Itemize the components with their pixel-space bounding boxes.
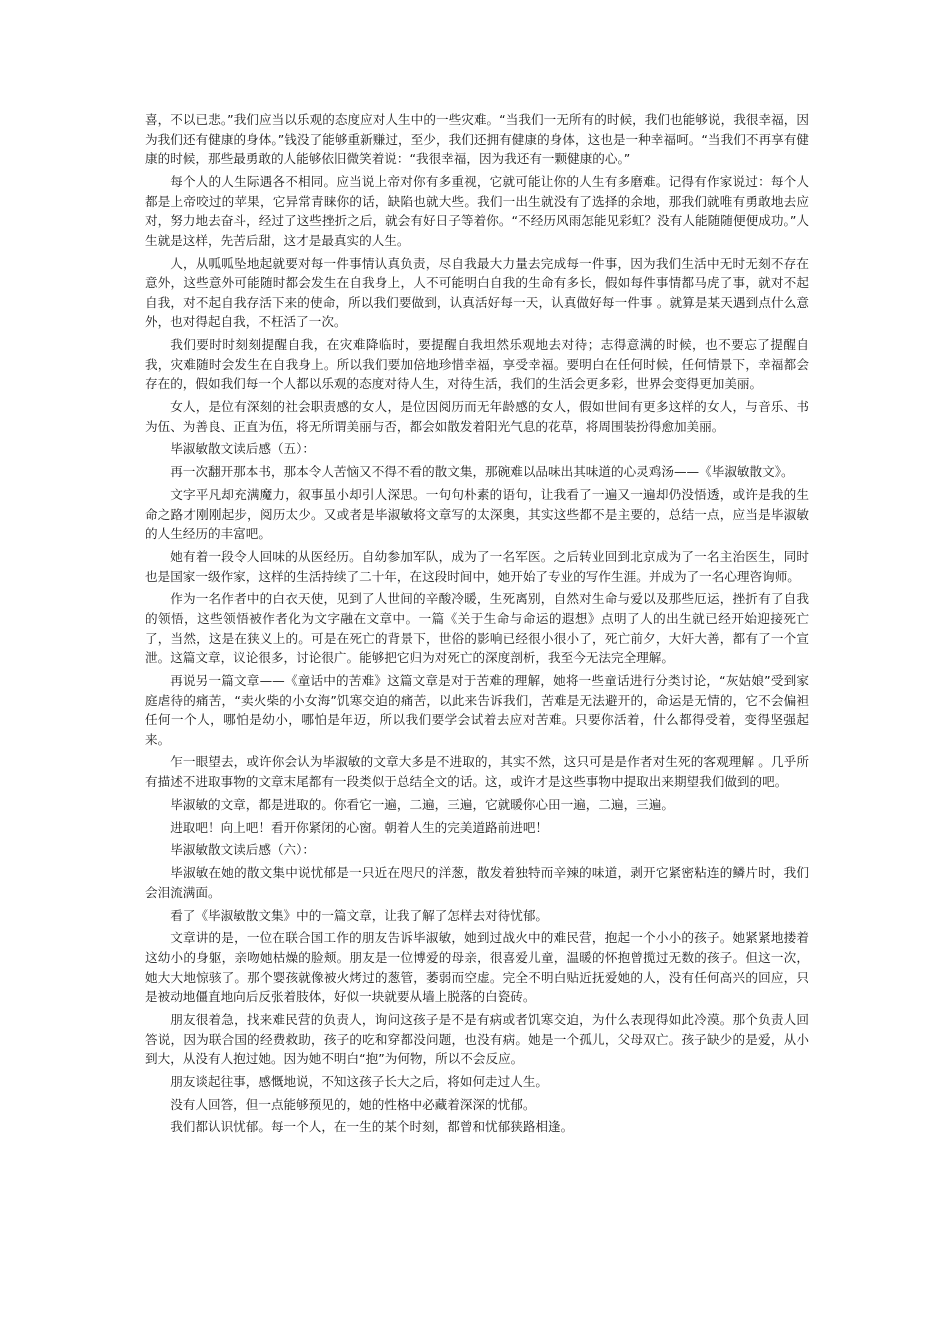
paragraph-21: 没有人回答，但一点能够预见的，她的性格中必藏着深深的忧郁。 — [170, 1096, 536, 1112]
paragraph-5: 女人，是位有深刻的社会职责感的女人，是位因阅历而无年龄感的女人，假如世间有更多这样的女人，与音乐、书为伍、为善良、正直为伍，将无所谓美丽与否，都会如散发着阳光气息的花草，将周围装扮得愈加美丽。 — [145, 399, 809, 434]
section-heading-5: 毕淑敏散文读后感（五）： — [170, 441, 316, 457]
paragraph-17: 看了《毕淑敏散文集》中的一篇文章，让我了解了怎样去对待忧郁。 — [170, 907, 548, 923]
paragraph-3: 人，从呱呱坠地起就要对每一件事情认真负责，尽自我最大力量去完成每一件事，因为我们生活中无时无刻不存在意外，这些意外可能随时都会发生在自我身上，人不可能明白自我的生命有多长，假如每件事情都马虎了事，就对不起自我，对不起自我存活下来的使命，所以我们要做到，认真活好每一天，认真做好每一件事 。就算是某天遇到点什么意外，也对得起自我，不枉活了一次。 — [145, 255, 809, 330]
paragraph-11: 再说另一篇文章——《童话中的苦难》这篇文章是对于苦难的理解，她将一些童话进行分类讨论，“灰姑娘”受到家庭虐待的痛苦，“卖火柴的小女海”饥寒交迫的痛苦，以此来告诉我们，苦难是无法避开的，命运是无情的，它不会偏袒任何一个人，哪怕是幼小，哪怕是年迈，所以我们要学会试着去应对苦难。只要你活着，什么都得受着，变得坚强起来。 — [145, 672, 809, 747]
paragraph-16: 毕淑敏在她的散文集中说忧郁是一只近在咫尺的洋葱，散发着独特而辛辣的味道，剥开它紧密粘连的鳞片时，我们会泪流满面。 — [145, 865, 809, 900]
paragraph-2: 每个人的人生际遇各不相同。应当说上帝对你有多重视，它就可能让你的人生有多磨难。记得有作家说过：每个人都是上帝咬过的苹果，它异常青睐你的话，缺陷也就大些。我们一出生就没有了选择的余地，那我们就唯有勇敢地去应对，努力地去奋斗，经过了这些挫折之后，就会有好日子等着你。“不经历风雨怎能见彩虹？没有人能随随便便成功。”人生就是这样，先苦后甜，这才是最真实的人生。 — [145, 173, 809, 248]
paragraph-20: 朋友谈起往事，感慨地说，不知这孩子长大之后，将如何走过人生。 — [170, 1073, 548, 1089]
paragraph-14: 进取吧！向上吧！看开你紧闭的心窗。朝着人生的完美道路前进吧！ — [170, 819, 548, 835]
paragraph-4: 我们要时时刻刻提醒自我，在灾难降临时，要提醒自我坦然乐观地去对待；志得意满的时候，也不要忘了提醒自我，灾难随时会发生在自我身上。所以我们要加倍地珍惜幸福，享受幸福。要明白在任何时候，任何情景下，幸福都会存在的，假如我们每一个人都以乐观的态度对待人生，对待生活，我们的生活会更多彩，世界会变得更加美丽。 — [145, 337, 809, 392]
paragraph-8: 文字平凡却充满魔力，叙事虽小却引人深思。一句句朴素的语句，让我看了一遍又一遍却仍没悟透，或许是我的生命之路才刚刚起步，阅历太少。又或者是毕淑敏将文章写的太深奥，其实这些都不是主要的，总结一点，应当是毕淑敏的人生经历的丰富吧。 — [145, 487, 809, 542]
paragraph-19: 朋友很着急，找来难民营的负责人，询问这孩子是不是有病或者饥寒交迫，为什么表现得如此冷漠。那个负责人回答说，因为联合国的经费救助，孩子的吃和穿都没问题，也没有病。她是一个孤儿，父母双亡。孩子缺少的是爱，从小到大，从没有人抱过她。因为她不明白“抱”为何物，所以不会反应。 — [145, 1011, 809, 1067]
paragraph-12: 乍一眼望去，或许你会认为毕淑敏的文章大多是不进取的，其实不然，这只可是是作者对生死的客观理解 。几乎所有描述不进取事物的文章末尾都有一段类似于总结全文的话。这，或许才是这些事物中提取出来期望我们做到的吧。 — [145, 754, 809, 790]
paragraph-13: 毕淑敏的文章，都是进取的。你看它一遍，二遍，三遍，它就暖你心田一遍，二遍，三遍。 — [170, 796, 674, 812]
paragraph-1: 喜，不以已悲。”我们应当以乐观的态度应对人生中的一些灾难。“当我们一无所有的时候，我们也能够说，我很幸福，因为我们还有健康的身体。”钱没了能够重新赚过，至少，我们还拥有健康的身体，这也是一种幸福呵。“当我们不再享有健康的时候，那些最勇敢的人能够依旧微笑着说：“我很幸福，因为我还有一颗健康的心。” — [145, 112, 809, 167]
paragraph-10: 作为一名作者中的白衣天使，见到了人世间的辛酸冷暖，生死离别，自然对生命与爱以及那些厄运，挫折有了自我的领悟，这些领悟被作者化为文字融在文章中。一篇《关于生命与命运的遐想》点明了人的出生就已经开始迎接死亡了，当然，这是在狭义上的。可是在死亡的背景下，世俗的影响已经很小很小了，死亡前夕，大奸大善，都有了一个宣泄。这篇文章，议论很多，讨论很广。能够把它归为对死亡的深度剖析，我至今无法完全理解。 — [145, 591, 809, 666]
paragraph-22: 我们都认识忧郁。每一个人，在一生的某个时刻，都曾和忧郁狭路相逢。 — [170, 1119, 574, 1135]
paragraph-18: 文章讲的是，一位在联合国工作的朋友告诉毕淑敏，她到过战火中的难民营，抱起一个小小的孩子。她紧紧地搂着这幼小的身躯，亲吻她枯燥的脸颊。朋友是一位博爱的母亲，很喜爱儿童，温暖的怀抱曾揽过无数的孩子。但这一次，她大大地惊骇了。那个婴孩就像被火烤过的葱管，萎弱而空虚。完全不明白贴近抚爱她的人，没有任何高兴的回应，只是被动地僵直地向后反张着肢体，好似一块就要从墙上脱落的白瓷砖。 — [145, 930, 809, 1005]
paragraph-7: 再一次翻开那本书，那本令人苦恼又不得不看的散文集，那碗难以品味出其味道的心灵鸡汤——《毕淑敏散文》。 — [170, 464, 794, 480]
section-heading-6: 毕淑敏散文读后感（六）： — [170, 842, 316, 858]
paragraph-9: 她有着一段令人回味的从医经历。自幼参加军队，成为了一名军医。之后转业回到北京成为了一名主治医生，同时也是国家一级作家，这样的生活持续了二十年，在这段时间中，她开始了专业的写作生涯。并成为了一名心理咨询师。 — [145, 548, 809, 584]
document-page — [145, 110, 809, 1140]
